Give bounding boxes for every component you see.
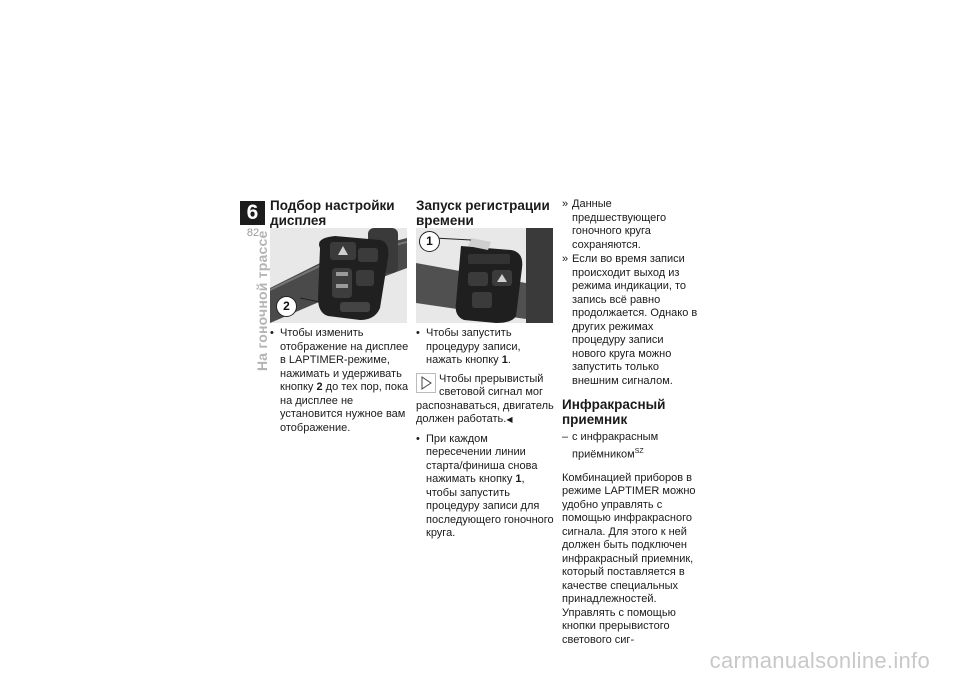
bullet-text-rest: до тех пор, пока на дисплее не установится нужное вам отображение.: [280, 381, 409, 434]
list-item: [270, 327, 410, 435]
equipment-item: [562, 431, 699, 462]
note-triangle-icon: [416, 373, 436, 393]
column-time-recording: [416, 198, 554, 539]
result-item: » Если во время записи происходит выход из режима индикации, то запись всё равно продолжается. Однако в других режимах процедуру записи нового круга можно запустить только внешним сигналом.: [562, 253, 699, 388]
chapter-side-title: На гоночной трассе: [254, 230, 270, 371]
callout-1: 1: [419, 231, 440, 252]
section-heading-infrared: Инфракрасный приемник: [562, 397, 666, 427]
note-text: Чтобы прерывистый световой сигнал мог распознаваться, двигатель должен работать.: [416, 372, 554, 425]
handlebar-switch-photo-right: [416, 228, 553, 323]
end-mark-icon: ◀: [506, 415, 513, 424]
bullet-end: .: [507, 354, 511, 366]
equipment-code: SZ: [634, 447, 644, 455]
result-item: » Данные предшествующего гоночного круга сохраняются.: [562, 198, 699, 252]
timing-instructions: [416, 327, 556, 541]
column-infrared: [562, 198, 699, 647]
list-item: [416, 433, 556, 541]
list-item: [416, 327, 556, 368]
page-number: 82: [246, 227, 260, 239]
display-instructions: [270, 327, 410, 435]
handlebar-switch-photo-left: [270, 228, 407, 323]
section-heading-display: Подбор настройки дисплея: [270, 198, 395, 228]
callout-2: 2: [276, 296, 297, 317]
column-display-setting: [270, 198, 409, 434]
bullet-text: Чтобы запустить процедуру записи, нажать кнопку: [426, 327, 521, 366]
button-ref: 1: [515, 473, 522, 485]
bullet-text: При каждом пересечении линии старта/финиша снова нажимать кнопку: [426, 432, 538, 485]
button-ref: 2: [316, 381, 323, 393]
note-block: [416, 373, 556, 427]
bullet-text: Чтобы изменить отображение на дисплее в LAPTIMER-режиме, нажимать и удерживать кнопку: [280, 327, 409, 393]
chapter-number-tab: 6: [240, 201, 265, 225]
button-ref: 1: [501, 354, 508, 366]
bullet-text-rest: , чтобы запустить процедуру записи для последующего гоночного круга.: [426, 473, 554, 539]
section-heading-timing: Запуск регистрации времени: [416, 198, 550, 228]
infrared-paragraph: Комбинацией приборов в режиме LAPTIMER можно удобно управлять с помощью инфракрасного сигнала. Для этого к ней должен быть подключен инфракрасный приемник, который поставляется в качестве специальных принадлежностей. Управлять с помощью кнопки прерывистого светового сиг-: [562, 471, 696, 646]
watermark: carmanualsonline.info: [709, 648, 930, 673]
equipment-text: с инфракрасным приёмником: [572, 431, 659, 461]
